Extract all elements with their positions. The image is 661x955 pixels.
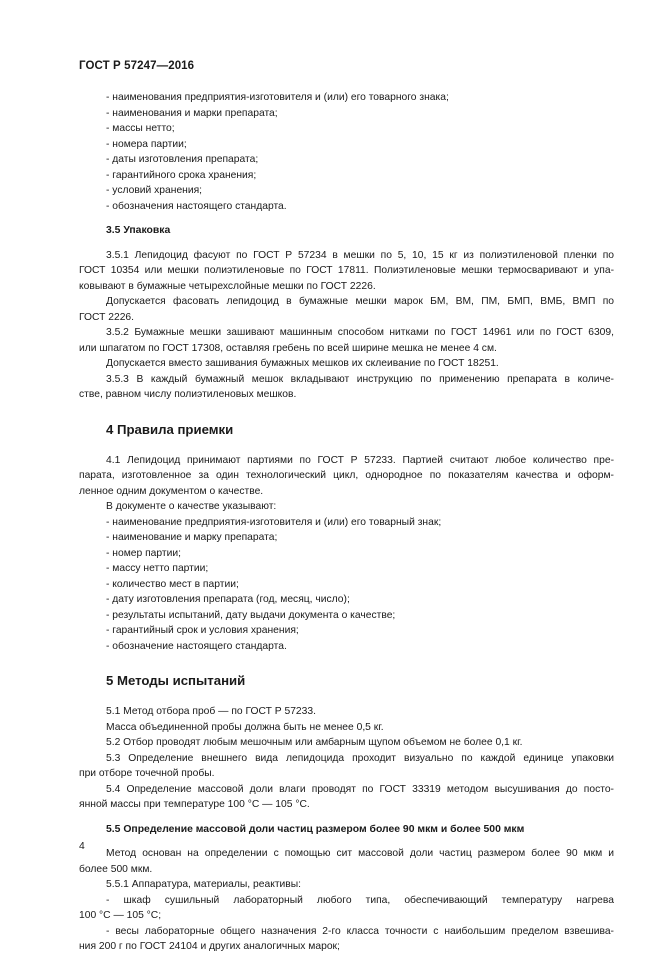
paragraph-line: ГОСТ 2226. (79, 311, 135, 323)
list-item: 100 °С — 105 °С; (79, 910, 162, 921)
paragraph-line: парата, изготовленное за один технологический цикл, однородное по показателям качества и оформ- (79, 470, 614, 481)
paragraph-line: Метод основан на определении с помощью сит массовой доли частиц размером более 90 мкм и (106, 848, 614, 859)
paragraph-line: ленное одним документом о качестве. (79, 485, 264, 497)
list-item: - гарантийный срок и условия хранения; (106, 625, 299, 636)
document-header: ГОСТ Р 57247—2016 (79, 60, 195, 72)
paragraph-line: 3.5.3 В каждый бумажный мешок вкладывают инструкцию по применению препарата в количе- (106, 373, 614, 385)
list-item: - наименования предприятия-изготовителя и (или) его товарного знака; (106, 92, 449, 103)
list-item: - обозначения настоящего стандарта. (106, 200, 287, 212)
paragraph-line: 3.5.2 Бумажные мешки зашивают машинным способом нитками по ГОСТ 14961 или по ГОСТ 6309, (106, 327, 614, 338)
list-item: - количество мест в партии; (106, 578, 239, 590)
paragraph-line: В документе о качестве указывают: (106, 501, 277, 512)
list-item: ния 200 г по ГОСТ 24104 и других аналогичных марок; (79, 941, 340, 952)
list-item: - обозначение настоящего стандарта. (106, 640, 287, 652)
list-item: - шкаф сушильный лабораторный любого типа, обеспечивающий температуру нагрева (106, 894, 614, 906)
paragraph-line: 5.2 Отбор проводят любым мешочным или амбарным щупом объемом не более 0,1 кг. (106, 737, 523, 748)
document-body (79, 90, 614, 955)
paragraph-line: Допускается вместо зашивания бумажных мешков их склеивание по ГОСТ 18251. (106, 358, 499, 369)
paragraph-line: ГОСТ 10354 или мешки полиэтиленовые по ГОСТ 17811. Полиэтиленовые мешки термосваривают и упа- (79, 265, 614, 276)
paragraph-line: янной массы при температуре 100 °С — 105 °С. (79, 799, 310, 810)
paragraph-line: 5.5.1 Аппаратура, материалы, реактивы: (106, 879, 302, 890)
list-item: - весы лабораторные общего назначения 2-го класса точности с наибольшим пределом взвешива- (106, 925, 614, 937)
paragraph-line: Допускается фасовать лепидоцид в бумажные мешки марок БМ, ВМ, ПМ, БМП, ВМБ, ВМП по (106, 296, 614, 307)
paragraph-line: при отборе точечной пробы. (79, 768, 215, 779)
list-item: - номера партии; (106, 138, 187, 150)
page-number: 4 (79, 841, 85, 852)
list-item: - дату изготовления препарата (год, месяц, число); (106, 594, 350, 605)
paragraph-line: стве, равном числу полиэтиленовых мешков. (79, 389, 297, 400)
paragraph-line: 5.3 Определение внешнего вида лепидоцида проходит визуально по каждой единице упаковки (106, 752, 614, 764)
paragraph-line: более 500 мкм. (79, 863, 153, 875)
list-item: - результаты испытаний, дату выдачи документа о качестве; (106, 609, 396, 621)
list-item: - даты изготовления препарата; (106, 154, 259, 165)
list-item: - наименование предприятия-изготовителя и (или) его товарный знак; (106, 516, 442, 528)
list-item: - наименование и марку препарата; (106, 532, 278, 543)
paragraph-line: 4.1 Лепидоцид принимают партиями по ГОСТ Р 57233. Партией считают любое количество пре- (106, 454, 614, 466)
list-item: - массы нетто; (106, 123, 175, 134)
paragraph-line: или шпагатом по ГОСТ 17308, оставляя гребень по всей ширине мешка не менее 4 см. (79, 342, 497, 354)
paragraph-line: 5.1 Метод отбора проб — по ГОСТ Р 57233. (106, 706, 316, 717)
paragraph-line: ковывают в бумажные четырехслойные мешки по ГОСТ 2226. (79, 280, 376, 292)
list-item: - гарантийного срока хранения; (106, 169, 257, 181)
section-heading-packaging: 3.5 Упаковка (106, 225, 171, 236)
paragraph-line: Масса объединенной пробы должна быть не менее 0,5 кг. (106, 721, 384, 733)
chapter-heading-acceptance: 4 Правила приемки (106, 421, 234, 437)
list-item: - массу нетто партии; (106, 563, 209, 574)
list-item: - наименования и марки препарата; (106, 107, 278, 119)
section-heading-particle-fraction: 5.5 Определение массовой доли частиц размером более 90 мкм и более 500 мкм (106, 823, 525, 835)
chapter-heading-test-methods: 5 Методы испытаний (106, 673, 246, 688)
list-item: - условий хранения; (106, 185, 203, 196)
paragraph-line: 5.4 Определение массовой доли влаги проводят по ГОСТ 33319 методом высушивания до посто- (106, 783, 614, 795)
paragraph-line: 3.5.1 Лепидоцид фасуют по ГОСТ Р 57234 в мешки по 5, 10, 15 кг из полиэтиленовой пленки по (106, 249, 614, 261)
list-item: - номер партии; (106, 547, 181, 559)
